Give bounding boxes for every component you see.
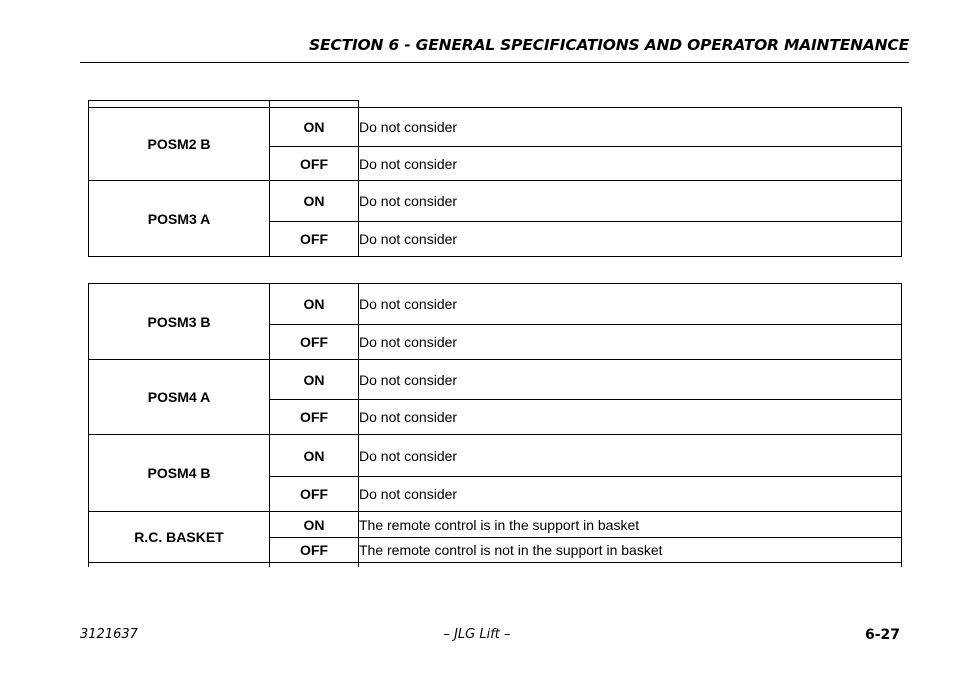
state-description: Do not consider <box>359 400 902 435</box>
state-off: OFF <box>270 400 359 435</box>
spec-table-2 <box>88 283 902 567</box>
table-row <box>89 512 902 538</box>
spec-table-1 <box>88 100 902 257</box>
doc-number: 3121637 <box>80 627 138 642</box>
state-description: Do not consider <box>359 284 902 325</box>
table-row <box>89 181 902 222</box>
state-on: ON <box>270 360 359 400</box>
switch-name: POSM4 A <box>89 360 270 435</box>
state-description: Do not consider <box>359 222 902 257</box>
state-description: Do not consider <box>359 360 902 400</box>
state-description: Do not consider <box>359 477 902 512</box>
state-off: OFF <box>270 147 359 181</box>
state-on: ON <box>270 512 359 538</box>
switch-name: POSM3 B <box>89 284 270 360</box>
page-number: 6-27 <box>864 627 900 643</box>
state-on: ON <box>270 108 359 147</box>
state-off: OFF <box>270 538 359 563</box>
state-description: Do not consider <box>359 435 902 477</box>
state-on: ON <box>270 284 359 325</box>
state-description: Do not consider <box>359 325 902 360</box>
table-row <box>89 108 902 147</box>
table-top-gap <box>89 101 902 108</box>
footer-title: – JLG Lift – <box>443 627 511 642</box>
state-description: Do not consider <box>359 147 902 181</box>
table-row <box>89 435 902 477</box>
table-continuation <box>89 563 902 568</box>
state-description: The remote control is in the support in basket <box>359 512 902 538</box>
section-title: SECTION 6 - GENERAL SPECIFICATIONS AND OPERATOR MAINTENANCE <box>309 36 909 54</box>
state-on: ON <box>270 435 359 477</box>
table-row <box>89 284 902 325</box>
state-off: OFF <box>270 325 359 360</box>
state-description: Do not consider <box>359 181 902 222</box>
state-off: OFF <box>270 477 359 512</box>
switch-name: POSM4 B <box>89 435 270 512</box>
state-description: Do not consider <box>359 108 902 147</box>
table-row <box>89 360 902 400</box>
switch-name: R.C. BASKET <box>89 512 270 563</box>
page-header <box>80 36 909 63</box>
state-description: The remote control is not in the support in basket <box>359 538 902 563</box>
state-off: OFF <box>270 222 359 257</box>
state-on: ON <box>270 181 359 222</box>
switch-name: POSM3 A <box>89 181 270 257</box>
switch-name: POSM2 B <box>89 108 270 181</box>
